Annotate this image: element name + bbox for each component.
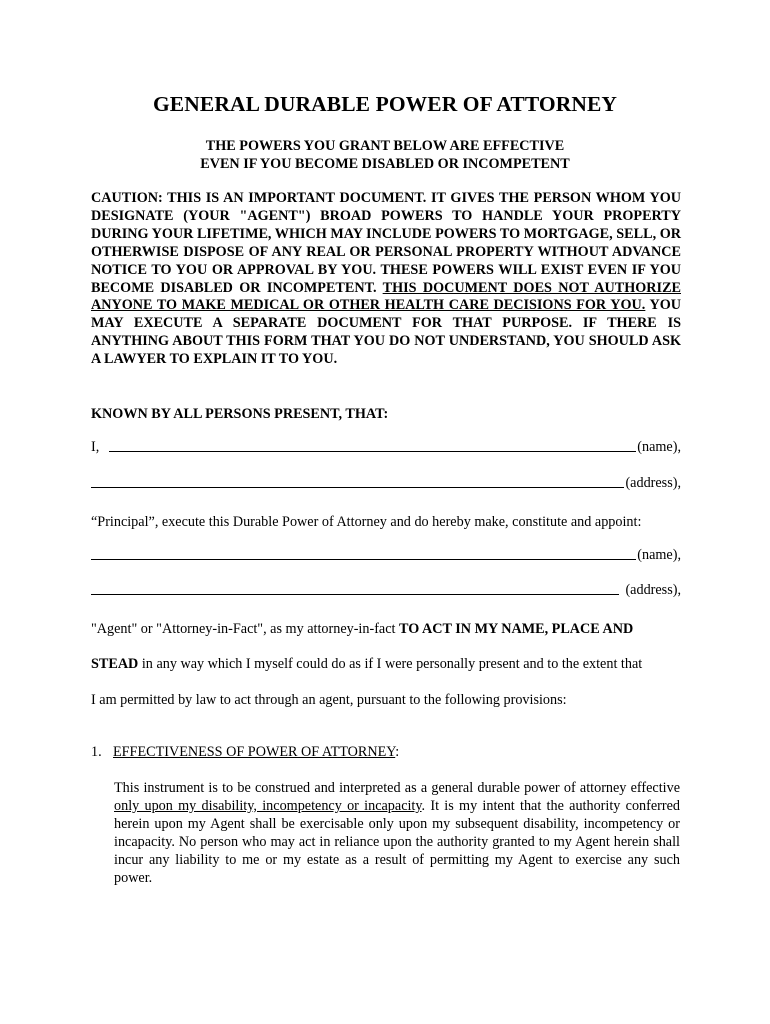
agent-designation-line-3: I am permitted by law to act through an agent, pursuant to the following provisions: xyxy=(91,692,567,708)
caution-text: CAUTION: THIS IS AN IMPORTANT DOCUMENT. IT GIVES THE PERSON WHOM YOU DESIGNATE (YOUR "AGENT") BROAD POWERS TO HANDLE YOUR PROPERTY DURING YOUR LIFETIME, WHICH MAY INCLUDE POWERS TO MORTGAGE, SELL, OR OTHERWISE DISPOSE OF ANY REAL OR PERSONAL PROPERTY WITHOUT ADVANCE NOTICE TO YOU OR APPROVAL BY YOU. THESE POWERS WILL EXIST EVEN IF YOU BECOME DISABLED OR INCOMPETENT. xyxy=(91,190,681,296)
subtitle-line-1: THE POWERS YOU GRANT BELOW ARE EFFECTIVE xyxy=(205,138,565,154)
agent-line2-text: in any way which I myself could do as if I were personally present and to the extent that xyxy=(138,656,643,672)
agent-address-line xyxy=(91,579,681,599)
agent-name-line xyxy=(91,544,681,564)
document-title: GENERAL DURABLE POWER OF ATTORNEY xyxy=(152,92,618,116)
section-1-heading xyxy=(91,744,399,761)
agent-line1-bold: TO ACT IN MY NAME, PLACE AND xyxy=(399,621,634,637)
principal-name-label: (name), xyxy=(637,439,681,455)
section-1-number: 1. xyxy=(91,744,102,760)
subtitle-line-2: EVEN IF YOU BECOME DISABLED OR INCOMPETENT xyxy=(200,156,570,172)
agent-name-blank[interactable] xyxy=(91,559,636,560)
principal-name-line xyxy=(91,436,681,456)
agent-line1-text: "Agent" or "Attorney-in-Fact", as my attorney-in-fact xyxy=(91,621,400,637)
section-1-colon: : xyxy=(395,744,400,760)
principal-statement: “Principal”, execute this Durable Power of Attorney and do hereby make, constitute and appoint: xyxy=(91,514,642,530)
agent-address-label: (address), xyxy=(625,582,681,598)
agent-designation-line-2 xyxy=(91,656,686,673)
section-1-text: This instrument is to be construed and interpreted as a general durable power of attorney effective xyxy=(114,780,680,796)
section-1-text-end: . It is my intent that the authority conferred herein upon my Agent shall be exercisable only upon my subsequent disability, incompetency or incapacity. No person who may act in reliance upon the authority granted to my Agent herein shall incur any liability to me or my estate as a result of permitting my Agent to exercise any such power. xyxy=(114,797,680,886)
agent-name-label: (name), xyxy=(637,547,681,563)
agent-address-blank[interactable] xyxy=(91,594,619,595)
known-by-all-heading: KNOWN BY ALL PERSONS PRESENT, THAT: xyxy=(91,406,389,422)
section-1-title: EFFECTIVENESS OF POWER OF ATTORNEY xyxy=(113,744,396,760)
section-1-underlined-text: only upon my disability, incompetency or incapacity xyxy=(114,797,422,814)
principal-address-label: (address), xyxy=(625,475,681,491)
principal-name-blank[interactable] xyxy=(109,451,636,452)
principal-address-blank[interactable] xyxy=(91,487,624,488)
agent-designation-line-1 xyxy=(91,621,686,638)
caution-text-end: YOU MAY EXECUTE A SEPARATE DOCUMENT FOR THAT PURPOSE. IF THERE IS ANYTHING ABOUT THIS FORM THAT YOU DO NOT UNDERSTAND, YOU SHOULD ASK A LAWYER TO EXPLAIN IT TO YOU. xyxy=(91,297,681,368)
caution-underlined-text: THIS DOCUMENT DOES NOT AUTHORIZE ANYONE TO MAKE MEDICAL OR OTHER HEALTH CARE DECISIONS FOR YOU. xyxy=(91,279,681,314)
principal-address-line xyxy=(91,472,681,492)
caution-paragraph xyxy=(91,190,681,369)
section-1-body xyxy=(114,780,680,887)
agent-line2-bold: STEAD xyxy=(91,656,139,672)
principal-name-lead: I, xyxy=(91,439,100,455)
